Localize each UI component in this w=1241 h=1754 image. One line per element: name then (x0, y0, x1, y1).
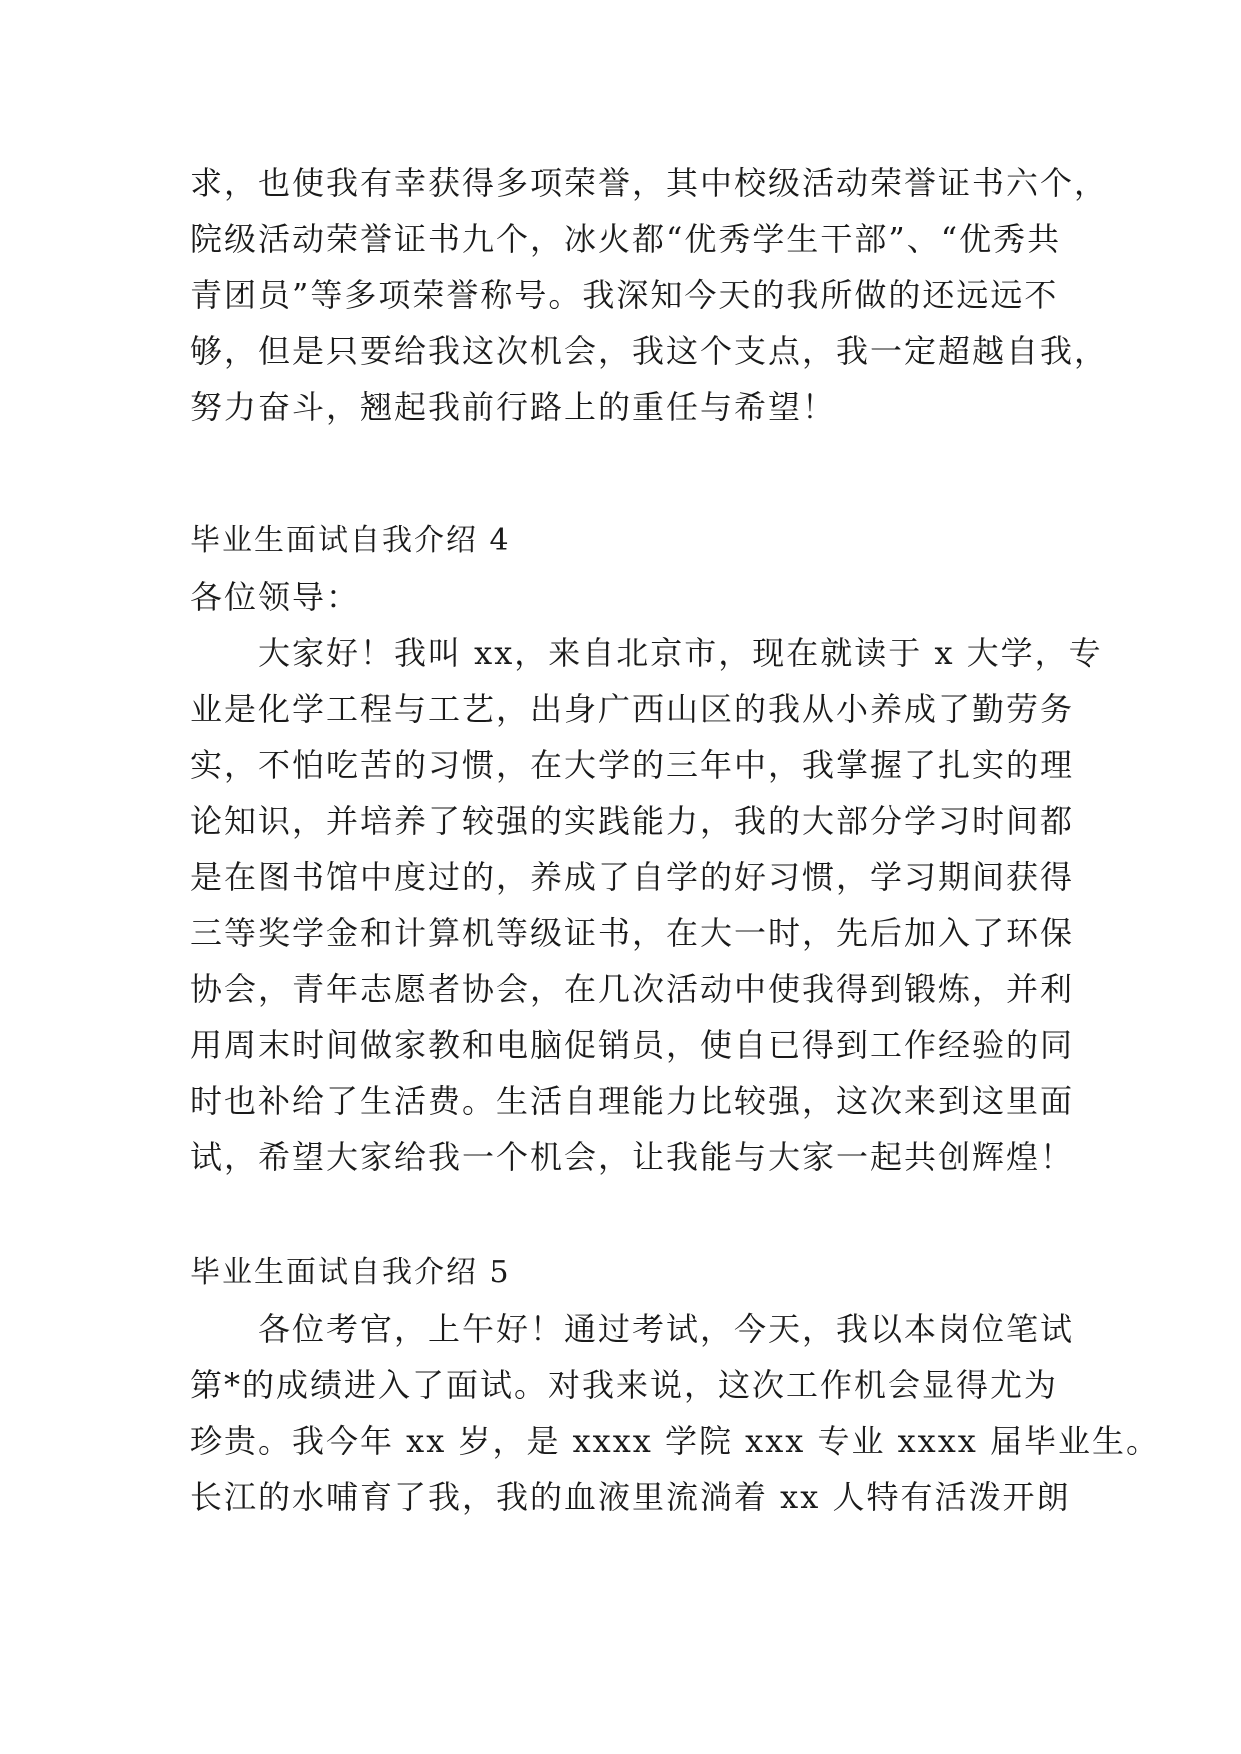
section-4-title: 毕业生面试自我介绍 4 (190, 523, 511, 558)
document-page (190, 155, 1160, 1525)
text-line: 实，不怕吃苦的习惯，在大学的三年中，我掌握了扎实的理 (190, 746, 1075, 784)
text-line: 时也补给了生活费。生活自理能力比较强，这次来到这里面 (190, 1082, 1075, 1120)
section-gap (190, 1185, 1060, 1245)
text-line: 各位考官，上午好！通过考试，今天，我以本岗位笔试 (190, 1310, 1075, 1348)
section-gap (190, 435, 1060, 513)
section-4 (190, 513, 1103, 1185)
text-line: 长江的水哺育了我，我的血液里流淌着 xx 人特有活泼开朗 (190, 1478, 1071, 1516)
text-line: 珍贵。我今年 xx 岁，是 xxxx 学院 xxx 专业 xxxx 届毕业生。 (190, 1422, 1160, 1460)
text-line: 第*的成绩进入了面试。对我来说，这次工作机会显得尤为 (190, 1366, 1059, 1404)
text-line: 业是化学工程与工艺，出身广西山区的我从小养成了勤劳务 (190, 690, 1075, 728)
text-line: 够，但是只要给我这次机会，我这个支点，我一定超越自我， (190, 332, 1109, 370)
section-4-salutation: 各位领导： (190, 578, 361, 616)
previous-section-text (190, 155, 1109, 435)
text-line: 是在图书馆中度过的，养成了自学的好习惯，学习期间获得 (190, 858, 1075, 896)
text-line: 青团员”等多项荣誉称号。我深知今天的我所做的还远远不 (190, 276, 1059, 314)
text-line: 用周末时间做家教和电脑促销员，使自已得到工作经验的同 (190, 1026, 1075, 1064)
text-line: 三等奖学金和计算机等级证书，在大一时，先后加入了环保 (190, 914, 1075, 952)
text-line: 论知识，并培养了较强的实践能力，我的大部分学习时间都 (190, 802, 1075, 840)
text-line: 试，希望大家给我一个机会，让我能与大家一起共创辉煌！ (190, 1138, 1075, 1176)
text-line: 协会，青年志愿者协会，在几次活动中使我得到锻炼，并利 (190, 970, 1075, 1008)
text-line: 大家好！我叫 xx，来自北京市，现在就读于 x 大学，专 (190, 634, 1103, 672)
text-line: 求，也使我有幸获得多项荣誉，其中校级活动荣誉证书六个， (190, 164, 1109, 202)
section-5 (190, 1245, 1160, 1525)
section-5-title: 毕业生面试自我介绍 5 (190, 1255, 511, 1290)
text-line: 院级活动荣誉证书九个，冰火都“优秀学生干部”、“优秀共 (190, 220, 1062, 258)
text-line: 努力奋斗，翘起我前行路上的重任与希望！ (190, 388, 837, 426)
